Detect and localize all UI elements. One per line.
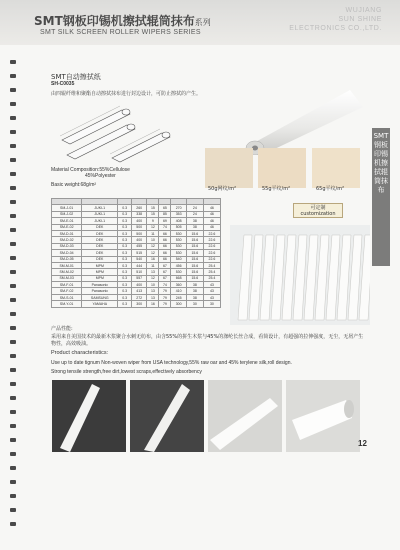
table-cell: DEK: [82, 230, 118, 236]
table-cell: JUKI-1: [82, 211, 118, 217]
title-cn-text: SMT钢板印锡机擦拭辊筒抹布: [34, 14, 195, 28]
table-cell: 0.3: [118, 294, 132, 300]
binder-hole: [10, 326, 16, 330]
table-cell: 12: [147, 224, 159, 230]
table-cell: 24: [186, 205, 203, 211]
table-cell: SM-E-02: [52, 224, 82, 230]
table-cell: 15.6: [186, 275, 203, 281]
table-cell: 245: [171, 294, 186, 300]
swatch-image-3: [312, 148, 360, 188]
binder-hole: [10, 508, 16, 512]
table-cell: 13: [147, 294, 159, 300]
table-cell: 353: [171, 211, 186, 217]
table-cell: 22.6: [203, 243, 220, 249]
table-cell: SM-M-01: [52, 262, 82, 268]
table-row: [52, 301, 221, 307]
binder-hole: [10, 284, 16, 288]
table-cell: YAMAHA: [82, 301, 118, 307]
table-cell: SM-F-01: [52, 282, 82, 288]
usage-text: Use up to date tignum Non-woven wiper from USA technology,55% raw oar and 45% terylene silk,roll design.: [51, 360, 292, 366]
swatch-image-2: [258, 148, 306, 188]
table-cell: SM-D-01: [52, 230, 82, 236]
table-cell: 25.4: [203, 275, 220, 281]
table-cell: 38: [186, 288, 203, 294]
table-cell: 505: [171, 224, 186, 230]
table-cell: 43: [203, 288, 220, 294]
table-cell: 15.6: [186, 237, 203, 243]
table-cell: 400: [132, 237, 147, 243]
binder-hole: [10, 340, 16, 344]
binder-hole: [10, 494, 16, 498]
table-cell: 270: [171, 205, 186, 211]
spec-table: [51, 198, 221, 308]
table-cell: MPM: [82, 275, 118, 281]
binder-hole: [10, 228, 16, 232]
table-cell: 0.3: [118, 205, 132, 211]
table-cell: 22.6: [203, 230, 220, 236]
binder-hole: [10, 368, 16, 372]
table-cell: 15.6: [186, 230, 203, 236]
table-cell: 10: [147, 282, 159, 288]
table-cell: SM-M-02: [52, 269, 82, 275]
product-title: SMT自动擦拭纸: [51, 73, 101, 81]
table-cell: 455: [132, 243, 147, 249]
binder-hole: [10, 74, 16, 78]
table-cell: 11: [147, 230, 159, 236]
binder-hole: [10, 102, 16, 106]
table-cell: 0.3: [118, 230, 132, 236]
rolls-group-photo: [230, 225, 370, 325]
page-title: [34, 12, 211, 29]
table-cell: SM-D-05: [52, 256, 82, 262]
table-cell: 540: [171, 256, 186, 262]
table-cell: 11: [147, 262, 159, 268]
table-cell: 67: [159, 269, 171, 275]
table-cell: 272: [132, 294, 147, 300]
binder-hole: [10, 522, 16, 526]
basic-weight: Basic weight:68g/m²: [51, 182, 97, 188]
table-cell: 66: [159, 237, 171, 243]
table-cell: 65: [159, 205, 171, 211]
table-cell: Panasonic: [82, 282, 118, 288]
table-cell: 668: [171, 275, 186, 281]
table-cell: 530: [171, 237, 186, 243]
table-cell: 16: [147, 256, 159, 262]
table-cell: DEK: [82, 224, 118, 230]
table-cell: 74: [159, 224, 171, 230]
table-cell: 540: [132, 256, 147, 262]
table-cell: SM-D-04: [52, 250, 82, 256]
table-cell: 0.3: [118, 243, 132, 249]
table-cell: 0.3: [118, 262, 132, 268]
table-cell: 25.4: [203, 262, 220, 268]
title-suffix: 系列: [194, 18, 211, 27]
table-cell: 300: [171, 301, 186, 307]
swatch-caption-2: 55g平纹/m²: [262, 186, 291, 192]
table-cell: 30: [203, 301, 220, 307]
table-cell: 46: [203, 224, 220, 230]
brand-watermark: [289, 6, 382, 33]
binder-hole: [10, 312, 16, 316]
table-cell: 557: [132, 275, 147, 281]
table-cell: SM-F-02: [52, 288, 82, 294]
brand-line-3: ELECTRONICS CO.,LTD.: [289, 25, 382, 32]
features-cn-text: 采用来自美国技术的最新木浆聚合水刺无纺布，由含55%的拼生木浆与45%的涤纶长丝合成，看简设计，有超强的拉伸强度，无尘，无屑产生物性，高效吸油。: [51, 334, 364, 347]
material-line-1: Material Composition:55%Cellulose: [51, 167, 130, 173]
features-heading: 产品性能:: [51, 326, 73, 332]
table-cell: 30: [186, 301, 203, 307]
table-cell: SM-J-01: [52, 205, 82, 211]
table-cell: 46: [203, 205, 220, 211]
binder-hole: [10, 214, 16, 218]
binder-hole: [10, 186, 16, 190]
table-cell: 12: [147, 243, 159, 249]
table-cell: 85: [159, 211, 171, 217]
brand-line-2: SUN SHINE: [338, 16, 382, 23]
table-cell: 0.3: [118, 237, 132, 243]
table-cell: 43: [203, 282, 220, 288]
table-cell: 67: [159, 262, 171, 268]
table-cell: 79: [159, 288, 171, 294]
roll-photo: [220, 85, 365, 155]
table-cell: 0.3: [118, 269, 132, 275]
roll-photo-3: [208, 380, 282, 452]
table-cell: 444: [132, 262, 147, 268]
swatch-caption-1: 50g网纹/m²: [208, 186, 237, 192]
table-cell: 530: [171, 243, 186, 249]
page-subtitle: SMT SILK SCREEN ROLLER WIPERS SERIES: [40, 29, 201, 36]
table-cell: SM-D-03: [52, 243, 82, 249]
binder-hole: [10, 382, 16, 386]
custom-en: customization: [300, 211, 336, 217]
binder-hole: [10, 60, 16, 64]
table-cell: SAMSUNG: [82, 294, 118, 300]
table-cell: 530: [171, 250, 186, 256]
table-cell: 338: [132, 211, 147, 217]
table-cell: 0.3: [118, 282, 132, 288]
table-cell: 25.4: [203, 269, 220, 275]
table-cell: 400: [132, 218, 147, 224]
table-cell: 38: [186, 282, 203, 288]
table-cell: 13: [147, 288, 159, 294]
table-cell: 360: [171, 282, 186, 288]
table-cell: 46: [203, 211, 220, 217]
table-cell: 15: [147, 211, 159, 217]
table-cell: MPM: [82, 269, 118, 275]
binder-hole: [10, 172, 16, 176]
table-cell: SM-D-02: [52, 237, 82, 243]
table-cell: 500: [132, 224, 147, 230]
binder-hole: [10, 410, 16, 414]
table-cell: 38: [186, 218, 203, 224]
material-composition: [51, 167, 130, 179]
product-characteristics-heading: Product characteristics:: [51, 350, 109, 356]
table-cell: 66: [159, 230, 171, 236]
table-cell: 510: [132, 269, 147, 275]
roll-photo-2: [130, 380, 204, 452]
binder-hole: [10, 396, 16, 400]
table-cell: DEK: [82, 237, 118, 243]
table-cell: 515: [132, 250, 147, 256]
table-cell: 400: [132, 282, 147, 288]
brand-line-1: WUJIANG: [345, 7, 382, 14]
table-cell: 0.3: [118, 211, 132, 217]
table-cell: SM-Y-01: [52, 301, 82, 307]
binder-hole: [10, 270, 16, 274]
roll-photo-1: [52, 380, 126, 452]
table-cell: 530: [171, 269, 186, 275]
table-cell: 9: [147, 218, 159, 224]
table-cell: 0.3: [118, 256, 132, 262]
table-cell: SM-S-01: [52, 294, 82, 300]
table-body: [52, 205, 221, 307]
binder-hole: [10, 298, 16, 302]
table-cell: 0.3: [118, 275, 132, 281]
page-number: 12: [358, 439, 367, 448]
table-cell: 410: [171, 288, 186, 294]
table-cell: 66: [159, 250, 171, 256]
table-cell: Panasonic: [82, 288, 118, 294]
table-cell: 260: [132, 205, 147, 211]
table-cell: 15.6: [186, 262, 203, 268]
product-code: SH-C0035: [51, 81, 75, 87]
table-cell: 0.3: [118, 218, 132, 224]
table-cell: 0.3: [118, 250, 132, 256]
section-side-tab: SMT钢板印锡机擦拭辊筒抹布: [372, 128, 390, 266]
table-cell: 530: [171, 230, 186, 236]
material-line-2: 45%Polyester: [85, 173, 116, 179]
binder-hole: [10, 452, 16, 456]
roller-diagram: [52, 100, 180, 170]
binder-hole: [10, 438, 16, 442]
binder-hole: [10, 424, 16, 428]
table-cell: 12: [147, 275, 159, 281]
table-cell: 10: [147, 237, 159, 243]
table-cell: 24: [186, 211, 203, 217]
binder-hole: [10, 354, 16, 358]
table-cell: 0.3: [118, 224, 132, 230]
table-cell: DEK: [82, 250, 118, 256]
binder-hole: [10, 130, 16, 134]
table-cell: 13: [147, 269, 159, 275]
table-cell: DEK: [82, 243, 118, 249]
swatch-image-1: [205, 148, 253, 188]
table-cell: 15.6: [186, 269, 203, 275]
binder-hole: [10, 144, 16, 148]
customization-badge: [293, 203, 343, 218]
binder-hole: [10, 242, 16, 246]
table-cell: 300: [132, 301, 147, 307]
roll-photo-4: [286, 380, 360, 452]
table-cell: SM-M-03: [52, 275, 82, 281]
table-cell: SM-J-02: [52, 211, 82, 217]
strength-text: Strong tensile strength,free dirt,lowest scraps,effectively absorbency: [51, 369, 202, 375]
table-cell: 79: [159, 301, 171, 307]
table-cell: DEK: [82, 256, 118, 262]
table-cell: 15: [147, 205, 159, 211]
table-cell: 413: [132, 288, 147, 294]
binder-hole: [10, 116, 16, 120]
table-cell: 456: [171, 262, 186, 268]
table-cell: 66: [159, 243, 171, 249]
binder-hole: [10, 88, 16, 92]
table-cell: 38: [186, 224, 203, 230]
table-cell: 67: [159, 275, 171, 281]
table-cell: 22.6: [203, 256, 220, 262]
table-cell: 22.6: [203, 250, 220, 256]
binder-hole: [10, 480, 16, 484]
table-cell: 43: [203, 294, 220, 300]
table-cell: 69: [159, 218, 171, 224]
table-cell: JUKI-1: [82, 218, 118, 224]
binder-hole: [10, 158, 16, 162]
table-cell: 74: [159, 282, 171, 288]
table-cell: 12: [147, 250, 159, 256]
table-cell: 15.6: [186, 250, 203, 256]
binder-hole: [10, 256, 16, 260]
table-cell: 16: [147, 301, 159, 307]
table-cell: 0.3: [118, 288, 132, 294]
table-cell: JUKI-1: [82, 205, 118, 211]
table-cell: SM-E-01: [52, 218, 82, 224]
table-cell: 15.6: [186, 256, 203, 262]
custom-cn: 可定制: [310, 205, 326, 211]
table-cell: 0.3: [118, 301, 132, 307]
product-description: 由四辊纤维和聚酯自动擦拭抹布进行封边设计，可防止擦拭的产生。: [51, 91, 202, 97]
table-cell: 22.6: [203, 237, 220, 243]
binder-hole: [10, 466, 16, 470]
table-cell: 15.6: [186, 243, 203, 249]
table-cell: 46: [203, 218, 220, 224]
table-cell: 79: [159, 294, 171, 300]
table-cell: 408: [171, 218, 186, 224]
binder-hole: [10, 200, 16, 204]
table-cell: MPM: [82, 262, 118, 268]
swatch-caption-3: 65g平纹/m²: [316, 186, 345, 192]
table-cell: 66: [159, 256, 171, 262]
table-cell: 38: [186, 294, 203, 300]
table-cell: 500: [132, 230, 147, 236]
